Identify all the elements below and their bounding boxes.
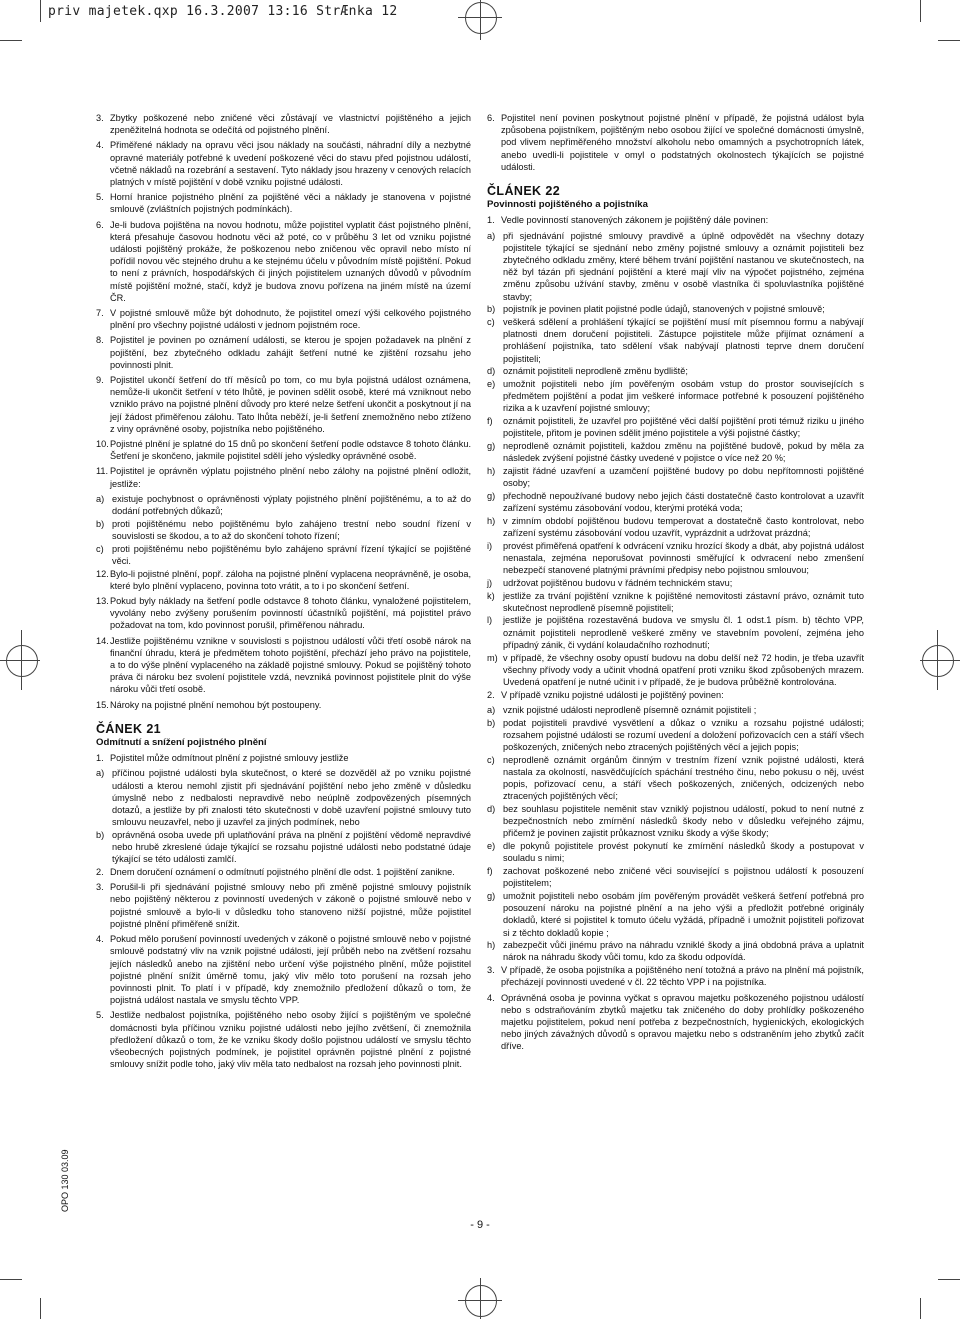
item-text: Pojistné plnění je splatné do 15 dnů po skončení šetření podle odstavce 8 tohoto článku. Šetření je skončeno, jakmile pojistitel sdělí jeho výsledky oprávněné osobě. bbox=[110, 439, 471, 462]
item-number: 14. bbox=[96, 635, 109, 646]
item-text: při sjednávání pojistné smlouvy pravdivě a úplně odpovědět na všechny dotazy pojistitele týkající se sjednání nebo změny pojistné smlouvy a oznámit pojistiteli bez zbytečného odkladu změny, které během trvání pojištění nastanou ve skutečnostech, na něž byl tázán při sjednání pojištění a které mají vliv na výpočet pojistného, zejména změnu způsobu užívání stavby, změnu v osobě vlastníka či spoluvlastníka pojištěné stavby; bbox=[503, 230, 864, 302]
item-text: Pojistitel je oprávněn výplatu pojistného plnění nebo zálohy na pojistné plnění odložit, jestliže: bbox=[110, 466, 471, 489]
item-text: Pojistitel je povinen po oznámení události, se kterou je spojen požadavek na plnění z pojištění, bez zbytečného odkladu zahájit šetření nutné ke zjištění rozsahu jeho povinnosti plnit. bbox=[110, 335, 471, 370]
item-number: 15. bbox=[96, 699, 109, 710]
item-text: umožnit pojistiteli nebo jím pověřeným osobám vstup do prostor souvisejících s předmětem pojištění a podat jim veškeré informace potřebné k posouzení pojištěného rizika a k uzavření pojistné smlouvy; bbox=[503, 379, 864, 414]
item-number: 8. bbox=[96, 335, 104, 346]
list-item bbox=[96, 465, 471, 489]
article-22-subtitle: Povinnosti pojištěného a pojistníka bbox=[487, 199, 648, 211]
item-number: 10. bbox=[96, 439, 109, 450]
item-letter: b) bbox=[96, 518, 105, 529]
item-text: V případě, že osoba pojistníka a pojištěného není totožná a právo na plnění má pojistník, přecházejí povinnosti uvedené v čl. 22 těchto VPP i na pojistníka. bbox=[501, 965, 864, 988]
item-number: 3. bbox=[96, 882, 104, 893]
item-text: Přiměřené náklady na opravu věci jsou náklady na součásti, náhradní díly a nezbytné opravné materiály potřebné k uvedení poškozené věci do stavu před pojistnou událostí, včetně nákladů na rozebrání a sestavení. Tyto náklady jsou hrazeny v cenových relacích platných v místě pojištění v době vzniku pojistné události. bbox=[110, 140, 471, 188]
item-letter: c) bbox=[487, 317, 495, 328]
item-number: 4. bbox=[96, 934, 104, 945]
item-letter: i) bbox=[487, 540, 493, 551]
article-22-title: ČLÁNEK 22 bbox=[487, 184, 561, 199]
sub-list-item bbox=[487, 890, 864, 939]
item-letter: g) bbox=[487, 441, 496, 452]
list-item bbox=[96, 307, 471, 331]
list-item bbox=[96, 568, 471, 592]
item-text: dle pokynů pojistitele provést pokynutí ke zmírnění následků škody a postupovat v souladu s nimi; bbox=[503, 841, 864, 864]
item-letter: k) bbox=[487, 590, 495, 601]
sub-list-item bbox=[487, 652, 864, 689]
list-item bbox=[96, 112, 471, 136]
sub-list-item bbox=[487, 577, 864, 589]
sub-list-item bbox=[487, 365, 864, 377]
list-item: 6. Pojistitel není povinen poskytnout pojistné plnění v případě, že pojistná událost byla způsobena pojistníkem, pojištěným nebo osobou žijící ve společné domácnosti úmyslně, pod vlivem nepřiměřeného množství alkoholu nebo omamných a psychotropních látek, anebo uvedli-li pojistitele v omyl o podstatných okolnostech týkajících se pojistné události. bbox=[487, 113, 864, 172]
item-text: zajistit řádné uzavření a uzamčení pojištěné budovy po dobu nepřítomnosti pojištěné osoby; bbox=[503, 465, 864, 489]
sub-list-item bbox=[487, 490, 864, 514]
item-text: vznik pojistné události neprodleně písemně oznámit pojistiteli ; bbox=[503, 704, 757, 715]
list-item bbox=[96, 866, 471, 878]
item-text: bez souhlasu pojistitele neměnit stav vzniklý pojistnou událostí, pokud to není nutné z bezpečnostních nebo zmírnění následků škody nebo v důsledku veřejného zájmu, přičemž je povinen zajistit průkaznost vzniku škody a výše škody; bbox=[503, 803, 864, 839]
list-item: 1. Vedle povinností stanovených zákonem je pojištěný dále povinen: bbox=[487, 215, 769, 226]
item-text: Pojistitel ukončí šetření do tří měsíců po tom, co mu byla pojistná událost oznámena, nemůže-li ukončit šetření v této lhůtě, je povinen sdělit osobě, které má vzniknout nebo vzniklo právo na pojistné plnění důvody pro které nelze šetření ukončit a poskytnout jí na její žádost přiměřenou zálohu. Tato lhůta neběží, je-li šetření znemožněno nebo ztíženo z viny oprávněné osoby, pojistníka nebo pojištěného. bbox=[110, 375, 471, 434]
sub-list-item bbox=[487, 803, 864, 840]
list-item bbox=[96, 334, 471, 371]
list-item bbox=[96, 219, 471, 304]
item-text: příčinou pojistné události byla skutečnost, o které se dozvěděl až po vzniku pojistné události a kterou nemohl zjistit při sjednávání pojištění nebo jeho změně v důsledku úmyslně nebo z nedbalosti nepravdivě nebo neúplně zodpovězených písemných dotazů, a jestliže by při znalosti této skutečnosti v době uzavření pojistné smlouvy tuto smlouvu neuzavřel, nebo ji uzavřel za jiných podmínek, nebo bbox=[112, 768, 471, 828]
item-letter: b) bbox=[487, 304, 496, 315]
item-letter: a) bbox=[96, 493, 105, 504]
page-number: - 9 - bbox=[470, 1219, 490, 1231]
item-number: 11. bbox=[96, 466, 109, 477]
item-text: existuje pochybnost o oprávněnosti výplaty pojistného plnění pojištěnému, a to až do dodání potřebných důkazů; bbox=[112, 493, 471, 517]
item-letter: a) bbox=[487, 230, 496, 241]
item-number: 9. bbox=[96, 375, 104, 386]
item-letter: d) bbox=[487, 366, 496, 377]
item-text: proti pojištěnému nebo pojištěnému bylo zahájeno trestní nebo soudní řízení v souvislosti se škodou, a to až do skončení tohoto řízení; bbox=[112, 518, 471, 541]
file-slug: priv majetek.qxp 16.3.2007 13:16 StrÆnka 12 bbox=[48, 4, 398, 19]
sub-list-item bbox=[487, 717, 864, 754]
item-letter: b) bbox=[487, 717, 496, 728]
item-letter: c) bbox=[487, 754, 495, 765]
list-item bbox=[96, 191, 471, 215]
item-text: oprávněná osoba uvede při uplatňování práva na plnění z pojištění vědomě nepravdivé nebo hrubě zkreslené údaje týkající se rozsahu pojistné události nebo podstatné údaje týkající se této události zamlčí. bbox=[112, 829, 471, 865]
sub-list-item bbox=[96, 829, 471, 866]
item-text: podat pojistiteli pravdivé vysvětlení a důkaz o vzniku a rozsahu pojistné události; rozsahem pojistné události se rozumí uvedení a doložení pořizovacích cen a stáří všech poškozených, zničených nebo ztracených pojištěných věcí a jejich popis; bbox=[503, 717, 864, 752]
list-item: 2. V případě vzniku pojistné události je pojištěný povinen: bbox=[487, 689, 724, 700]
sub-list-item bbox=[487, 865, 864, 889]
sub-list-item bbox=[487, 515, 864, 539]
item-letter: e) bbox=[487, 379, 496, 390]
item-text: přechodně nepoužívané budovy nebo jejich části dostatečně často kontrolovat a uzavřít zařízení systému zásobování vodou, kterými protéká voda; bbox=[503, 490, 864, 514]
item-number: 7. bbox=[96, 308, 104, 319]
item-text: Pokud byly náklady na šetření podle odstavce 8 tohoto článku, vynaložené pojistitelem, vyvolány nebo zvýšeny porušením povinností účastníků pojištění, má pojistitel právo požadovat na tom, kdo povinnost porušil, přiměřenou náhradu. bbox=[110, 596, 471, 631]
sub-list-item bbox=[487, 316, 864, 365]
item-text: provést přiměřená opatření k odvrácení vzniku hrozící škody a dbát, aby pojistná událost nenastala, zejména neporušovat povinnosti směřující k odvracení nebo zmenšení nebezpečí stanovené platnými právními předpisy nebo pojistnou smlouvou; bbox=[503, 540, 864, 576]
item-text: jestliže za trvání pojištění vznikne k pojištěné nemovitosti zástavní právo, oznámit tuto skutečnost neprodleně písemně pojistiteli; bbox=[503, 590, 864, 613]
item-number: 12. bbox=[96, 568, 109, 579]
item-number: 13. bbox=[96, 596, 109, 607]
list-item: 1. Pojistitel může odmítnout plnění z pojistné smlouvy jestliže bbox=[96, 753, 349, 764]
list-item bbox=[96, 635, 471, 696]
item-letter: f) bbox=[487, 865, 493, 876]
item-number: 2. bbox=[96, 867, 104, 878]
item-text: Horní hranice pojistného plnění za pojištěné věci a náklady je stanovena v pojistné smlouvě (zvláštních pojistných podmínkách). bbox=[110, 192, 471, 215]
item-number: 4. bbox=[96, 140, 104, 151]
sub-list-item bbox=[96, 493, 471, 517]
item-text: v případě, že všechny osoby opustí budovu na dobu delší než 72 hodin, je třeba uzavřít všechny přívody vody a učinit vhodná opatření proti vzniku škod způsobených mrazem. Uvedená opatření je nutné učinit i v případě, že je budova průběžně kontrolována. bbox=[503, 652, 864, 687]
item-text: V pojistné smlouvě může být dohodnuto, že pojistitel omezí výši celkového pojistného plnění pro všechny pojistné události v jednom pojistném roce. bbox=[110, 308, 471, 331]
item-text: Jestliže nedbalost pojistníka, pojištěného nebo osoby žijící s pojištěným ve společné domácnosti byla příčinou vzniku pojistné události nebo jejího zvětšení, či znemožnila předložení důkazů o tom, že ke vzniku škody došlo pojistnou událostí ve smyslu těchto všeobecných pojistných podmínek, je pojistitel oprávněn pojistné plnění z pojistné smlouvy snížit podle toho, jaký vliv měla tato nedbalost na rozsah jeho povinnosti plnit. bbox=[110, 1010, 471, 1070]
item-text: Jestliže pojištěnému vznikne v souvislosti s pojistnou událostí vůči třetí osobě nárok na finanční úhradu, která je předmětem tohoto pojištění, přechází jeho právo na pojistitele, a to do výše plnění vyplaceného na základě pojistné smlouvy. Pokud se pojištěný tohoto práva či nároku bez svolení pojistitele vzdá, nevzniká povinnost pojistitele plnit do výše nároku vůči třetí osobě. bbox=[110, 635, 471, 695]
sub-list-item bbox=[487, 704, 864, 716]
sub-list-item bbox=[487, 415, 864, 439]
sub-list-item bbox=[487, 540, 864, 577]
item-number: 5. bbox=[96, 192, 104, 203]
item-text: Dnem doručení oznámení o odmítnutí pojistného plnění dle odst. 1 pojištění zanikne. bbox=[110, 867, 455, 878]
item-number: 4. bbox=[487, 992, 495, 1003]
item-text: veškerá sdělení a prohlášení týkající se pojištění musí mít písemnou formu a nabývají platnosti dnem doručení pojistiteli. Zástupce pojistitele může přijímat oznámení a prohlášení pojistníka, tato sdělení však nabývají platnosti teprve dnem doručení pojistiteli; bbox=[503, 317, 864, 364]
sub-list-item bbox=[487, 440, 864, 464]
sub-list-item bbox=[487, 465, 864, 489]
item-letter: f) bbox=[487, 416, 493, 427]
item-letter: b) bbox=[96, 829, 105, 840]
item-text: oznámit pojistiteli, že uzavřel pro pojištěné věci další pojištění proti témuž riziku u jiného pojistitele, přitom je povinen sdělit jméno pojistitele a výši pojistné částky; bbox=[503, 416, 864, 439]
list-item bbox=[96, 374, 471, 435]
sub-list-item bbox=[487, 754, 864, 803]
item-text: Zbytky poškozené nebo zničené věci zůstávají ve vlastnictví pojištěného a jejich zpeněžitelná hodnota se odečítá od pojistného plnění. bbox=[110, 113, 471, 136]
item-letter: a) bbox=[96, 768, 105, 779]
list-item bbox=[96, 139, 471, 188]
item-text: Nároky na pojistné plnění nemohou být postoupeny. bbox=[110, 699, 322, 710]
sub-list-item bbox=[96, 518, 471, 542]
item-letter: l) bbox=[487, 615, 493, 626]
list-item bbox=[96, 438, 471, 462]
item-letter: h) bbox=[487, 465, 496, 476]
sub-list-item bbox=[487, 590, 864, 614]
item-number: 3. bbox=[96, 113, 104, 123]
item-text: Pokud mělo porušení povinností uvedených v zákoně o pojistné smlouvě nebo v pojistné smlouvě podstatný vliv na vznik pojistné události, její průběh nebo na zvětšení rozsahu jejích následků anebo na zjištění nebo určení výše pojistného plnění, může pojistitel pojistné plnění snížit úměrně tomu, jaký vliv mělo toto porušení na rozsah jeho povinnosti plnit. To platí i v případě, kdy znemožnilo předložení důkazů o tom, že pojistná událost nastala ve smyslu těchto VPP. bbox=[110, 934, 471, 1006]
sub-list-item bbox=[487, 378, 864, 415]
item-letter: d) bbox=[487, 803, 496, 814]
item-letter: c) bbox=[96, 543, 104, 554]
list-item bbox=[96, 595, 471, 632]
item-text: Porušil-li při sjednávání pojistné smlouvy nebo při změně pojistné smlouvy pojistník nebo pojištěný některou z povinností uvedených v zákoně o pojistné smlouvě nebo v pojistné smlouvě a bylo-li v důsledku toho stanoveno nižší pojistné, může pojistitel pojistné plnění přiměřeně snížit. bbox=[110, 882, 471, 929]
list-item bbox=[96, 933, 471, 1006]
article-21-subtitle: Odmítnutí a snížení pojistného plnění bbox=[96, 737, 267, 749]
item-number: 5. bbox=[96, 1010, 104, 1021]
sub-list-item bbox=[487, 614, 864, 651]
item-text: pojistník je povinen platit pojistné podle údajů, stanovených v pojistné smlouvě; bbox=[503, 304, 825, 315]
item-letter: e) bbox=[487, 841, 496, 852]
item-letter: h) bbox=[487, 940, 496, 951]
item-number: 3. bbox=[487, 965, 495, 976]
article-21-title: ČÁNEK 21 bbox=[96, 721, 162, 736]
left-column bbox=[96, 112, 471, 1073]
item-text: proti pojištěnému nebo pojištěnému bylo zahájeno správní řízení týkající se pojištěné věci. bbox=[112, 543, 471, 566]
item-text: Bylo-li pojistné plnění, popř. záloha na pojistné plnění vyplacena neoprávněně, je osoba, které bylo plnění vyplaceno, povinna toto vrátit, a to i po skončení šetření. bbox=[110, 568, 471, 591]
list-item bbox=[96, 699, 471, 711]
item-text: Oprávněná osoba je povinna vyčkat s opravou majetku poškozeného pojistnou událostí nebo s odstraňováním zbytků majetku tak zničeného do doby prohlídky poškozeného majetku pojistitelem, pokud není potřeba z bezpečnostních, hygienických, ekologických nebo jiných závažných důvodů s opravou majetku nebo s odstraněním jeho zbytků začít dříve. bbox=[501, 992, 864, 1052]
document-code: OPO 130 03.09 bbox=[60, 1149, 70, 1212]
item-letter: a) bbox=[487, 704, 496, 715]
sub-list-item bbox=[487, 939, 864, 963]
item-number: 6. bbox=[96, 219, 104, 230]
sub-list-item bbox=[487, 303, 864, 315]
list-item bbox=[96, 881, 471, 930]
list-item bbox=[487, 992, 864, 1053]
item-letter: j) bbox=[487, 577, 493, 588]
item-text: neprodleně oznámit orgánům činným v trestním řízení vznik pojistné události, která nastala za okolností, nasvědčujících spáchání trestného činu, nebo pokusu o něj, uvést popis, pořizovací cenu, a stáří všech poškozených, zničených, odcizených nebo ztracených pojištěných věcí; bbox=[503, 754, 864, 802]
sub-list-item bbox=[96, 543, 471, 567]
item-text: umožnit pojistiteli nebo osobám jím pověřeným provádět veškerá šetření potřebná pro posouzení nároku na pojistné plnění a na jeho výši a předložit potřebné originály dokladů, které si pojistitel k tomuto účelu vyžádá, případně i umožnit pojistiteli pořizovat si z těchto dokladů kopie ; bbox=[503, 890, 864, 938]
item-text: Je-li budova pojištěna na novou hodnotu, může pojistitel vyplatit část pojistného plnění, která přesahuje časovou hodnotu věci až poté, co v průběhu 3 let od vzniku pojistné události pojištěný prokáže, že poškozenou nebo zničenou věc opravil nebo místo ní pořídil novou věc stejného druhu a ke stejnému účelu v původním místě pojištění. Pokud to není z právních, hospodářských či jiných pojistitelem uznaných důvodů v původním místě pojištění možné, stačí, když je budova znovu pořízena na jiném místě na území ČR. bbox=[110, 219, 471, 303]
item-text: jestliže je pojištěna rozestavěná budova ve smyslu čl. 1 odst.1 písm. b) těchto VPP, oznámit pojistiteli neprodleně veškeré změny ve stavebním povolení, zejména jeho případný zánik, či vydání kolaudačního rozhodnutí; bbox=[503, 615, 864, 650]
item-text: v zimním období pojištěnou budovu temperovat a dostatečně často kontrolovat, nebo zařízení systému zásobování vodou uzavřít, vyprázdnit a udržovat prázdná; bbox=[503, 515, 864, 538]
sub-list-item bbox=[96, 767, 471, 828]
item-letter: g) bbox=[487, 490, 496, 501]
sub-list-item bbox=[487, 840, 864, 864]
item-letter: g) bbox=[487, 890, 496, 901]
right-column bbox=[487, 112, 864, 1056]
sub-list-item bbox=[487, 230, 864, 303]
item-letter: h) bbox=[487, 515, 496, 526]
item-text: zabezpečit vůči jinému právo na náhradu vzniklé škody a jiná obdobná práva a uplatnit nárok na náhradu škody vůči tomu, kdo za škodu odpovídá. bbox=[503, 940, 864, 963]
item-text: oznámit pojistiteli neprodleně změnu bydliště; bbox=[503, 366, 688, 377]
item-text: neprodleně oznámit pojistiteli, každou změnu na pojištěné budově, pokud by měla za následek zvýšení pojistné částky uvedené v pojistce o více než 20 %; bbox=[503, 441, 864, 464]
item-text: zachovat poškozené nebo zničené věci související s pojistnou událostí k posouzení pojistitelem; bbox=[503, 865, 864, 889]
item-text: udržovat pojištěnou budovu v řádném technickém stavu; bbox=[503, 577, 733, 588]
item-letter: m) bbox=[487, 652, 498, 663]
list-item bbox=[487, 964, 864, 988]
list-item bbox=[96, 1009, 471, 1070]
